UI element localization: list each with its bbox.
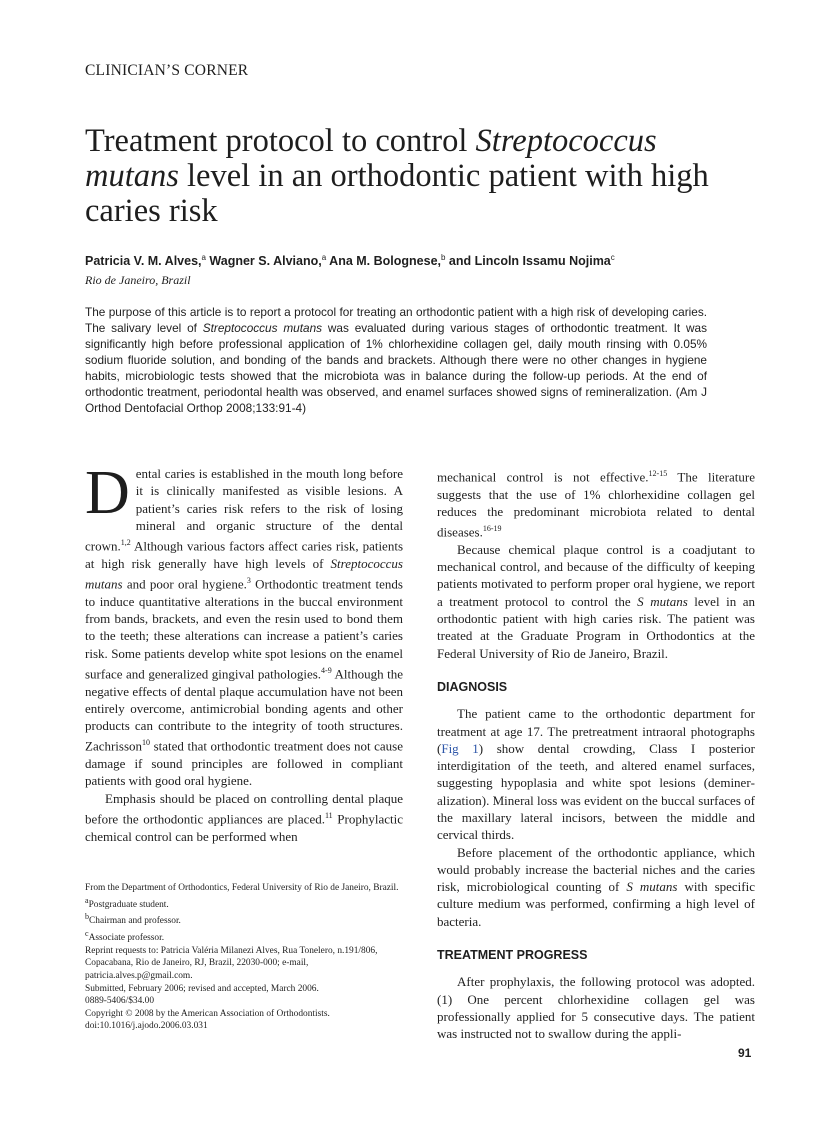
footnote-b: $^b$Chairman and professor. [85,912,181,927]
paragraph-emphasis: Emphasis should be placed on controlling dental plaque before the orthodontic appliances are placed.$^{11}$ Prophylactic chemical control can be performed when [85,790,403,844]
paragraph-coadjutant: Because chemical plaque control is a coadjutant to mechanical control, and because of the difficulty of keeping patients motivated to perform proper oral hygiene, we report a treatment protocol to control the S mutans level in an orthodontic patient with high caries risk. The patient was treated at the Graduate Program in Orthodontics at the Federal University of Rio de Janeiro, Brazil. [437,541,755,661]
section-label: CLINICIAN’S CORNER [85,62,249,79]
drop-cap: D [85,459,130,527]
page-number: 91 [738,1046,752,1060]
heading-treatment-progress: TREATMENT PROGRESS [437,948,588,963]
footnote-affiliation: From the Department of Orthodontics, Federal University of Rio de Janeiro, Brazil. [85,883,399,893]
article-title: Treatment protocol to control Streptococcus mutans level in an orthodontic patient with high caries risk [85,123,709,229]
footnote-reprint: Reprint requests to: Patricia Valéria Milanezi Alves, Rua Tonelero, n.191/806, Copacabana, Rio de Janeiro, RJ, Brazil, 22030-000; e-mail, patricia.alves.p@gmail.com. [85,945,378,981]
paragraph-diagnosis-1: The patient came to the orthodontic department for treatment at age 17. The pretreatment intraoral photographs (Fig 1) show dental crowding, Class I posterior interdigitation of the teeth, and altered enamel surfaces, suggesting hypoplasia and white spot lesions (demineralization). Mineral loss was evident on the buccal surfaces of the maxillary lateral incisors, between the middle and cervical thirds. [437,706,755,843]
footnote-copyright: Copyright © 2008 by the American Association of Orthodontists. [85,1008,330,1019]
footnotes [85,882,405,1033]
author-list: Patricia V. M. Alves,$^a$ Wagner S. Alviano,$^a$ Ana M. Bolognese,$^b$ and Lincoln Issamu Nojima$^c$ [85,253,615,269]
figure-link-fig1: Fig 1 [441,740,479,756]
paragraph-treatment-1: After prophylaxis, the following protocol was adopted. (1) One percent chlorhexidine collagen gel was professionally applied for 5 consecutive days. The patient was instructed not to swallow during the appli- [437,974,755,1042]
body-column-right [437,465,755,1043]
abstract: The purpose of this article is to report a protocol for treating an orthodontic patient with a high risk of developing caries. The salivary level of Streptococcus mutans was evaluated during various stages of orthodontic treatment. It was significantly high before professional application of 1% chlorhexidine collagen gel, daily mouth rinsing with 0.05% sodium fluoride solution, and bonding of the bands and brackets. Although there were no other changes in hygiene habits, microbiologic tests showed that the microbiota was in balance during the follow-up periods. At the end of orthodontic treatment, periodontal health was observed, and enamel surfaces showed signs of remineralization. (Am J Orthod Dentofacial Orthop 2008;133:91-4) [85,305,707,415]
footnote-c: $^c$Associate professor. [85,929,165,944]
author-location: Rio de Janeiro, Brazil [85,273,191,287]
footnote-doi: doi:10.1016/j.ajodo.2006.03.031 [85,1021,208,1032]
paragraph-intro: Dental caries is established in the mouth long before it is clinically manifested as visible lesions. A patient’s caries risk refers to the risk of losing mineral and organic structure of the dental crown.$^{1,2}$ Although various factors affect caries risk, patients at high risk generally have high levels of Streptococcus mutans and poor oral hygiene.$^3$ Orthodontic treatment tends to induce quantitative alterations in the buccal environment from bands, brackets, and even the resin used to bond them to the teeth; these alterations can increase a patient’s caries risk. Some patients develop white spot lesions on the enamel surface and generalized gingival pathologies.$^{4-9}$ Although the negative effects of dental plaque accumulation have not been entirely overcome, antimicrobial bonding agents and other products can contribute to the integrity of tooth structures. Zachrisson$^{10}$ stated that orthodontic treatment does not cause damage if sound principles are followed in compliant patients with good oral hygiene. [85,459,403,789]
paragraph-continued: mechanical control is not effective.$^{12-15}$ The literature suggests that the use of 1% chlorhexidine collagen gel reduces the predominant microbiota related to dental diseases.$^{16-19}$ [437,469,755,540]
heading-diagnosis: DIAGNOSIS [437,679,508,694]
footnote-submitted: Submitted, February 2006; revised and accepted, March 2006. [85,983,319,994]
footnote-a: $^a$Postgraduate student. [85,895,169,910]
paragraph-diagnosis-2: Before placement of the orthodontic appliance, which would probably increase the bacterial niches and the caries risk, microbiological counting of S mutans with specific culture medium was performed, confirming a high level of bacteria. [437,844,755,929]
body-column-left [85,459,403,845]
footnote-issn: 0889-5406/$34.00 [85,996,155,1007]
